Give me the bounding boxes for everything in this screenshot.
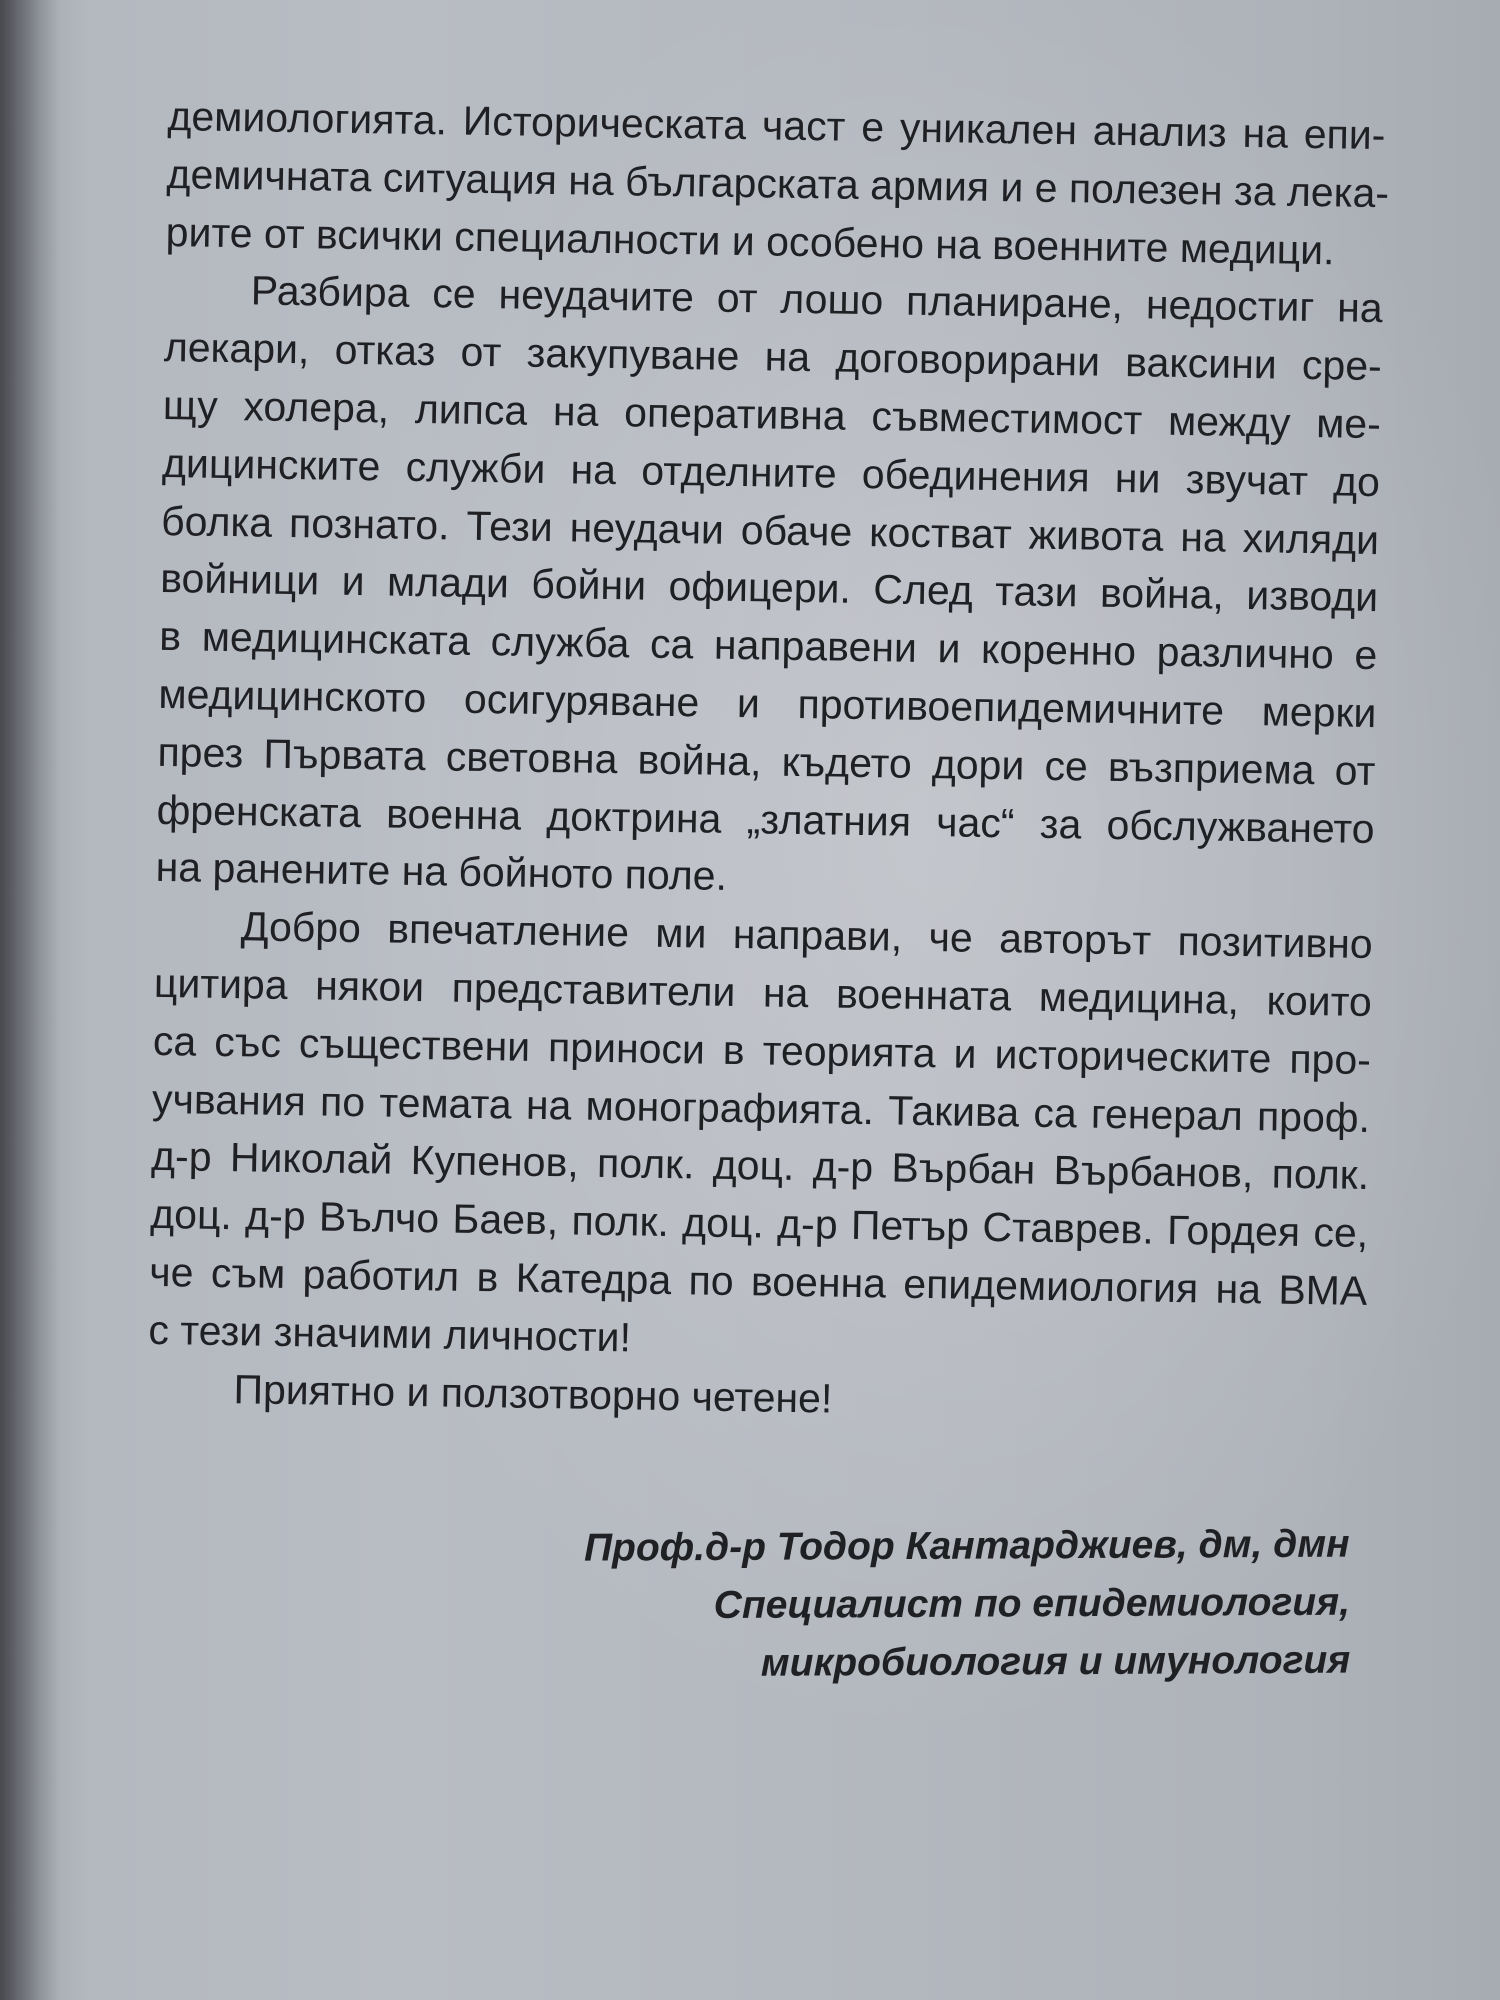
- text-line: учвания по темата на монографията. Такива са генерал проф.: [151, 1075, 1371, 1141]
- text-line: доц. д-р Вълчо Баев, полк. доц. д-р Петър Ставрев. Гордея се,: [149, 1191, 1369, 1257]
- text-line: в медицинската служба са направени и коренно различно е: [159, 613, 1378, 679]
- spine-shadow: [0, 0, 60, 2000]
- text-line: войници и млади бойни офицери. След тази война, изводи: [159, 555, 1379, 621]
- signature-role: микробиология и имунология: [760, 1638, 1351, 1685]
- text-line: Приятно и ползотворно четене!: [233, 1365, 833, 1422]
- text-line: рите от всички специалности и особено на военните медици.: [165, 208, 1335, 273]
- text-line: френската военна доктрина „златния час“ за обслужването: [156, 786, 1375, 852]
- text-line: Разбира се неудачите от лошо планиране, недостиг на: [250, 267, 1384, 332]
- text-line: цитира някои представители на военната медицина, които: [153, 959, 1373, 1025]
- text-line: медицинското осигуряване и противоепидемичните мерки: [158, 670, 1377, 737]
- text-line: че съм работил в Катедра по военна епидемиология на ВМА: [149, 1248, 1368, 1314]
- signature-name: Проф.д-р Тодор Кантарджиев, дм, дмн: [583, 1522, 1350, 1570]
- text-line: демиологията. Историческата част е уникален анализ на епи-: [167, 92, 1386, 159]
- text-line: болка познато. Тези неудачи обаче костват живота на хиляди: [160, 497, 1380, 563]
- text-line: д-р Николай Купенов, полк. доц. д-р Върбан Върбанов, полк.: [150, 1133, 1370, 1199]
- text-line: са със съществени приноси в теорията и историческите про-: [152, 1017, 1372, 1083]
- body-text: [147, 88, 1390, 1436]
- signature-role: Специалист по епидемиология,: [713, 1580, 1351, 1627]
- signature-block: [450, 1516, 1351, 1695]
- text-line: с тези значими личности!: [148, 1306, 632, 1361]
- text-line: демичната ситуация на българската армия и е полезен за лека-: [166, 150, 1390, 216]
- text-line: Добро впечатление ми направи, че авторът позитивно: [240, 903, 1374, 968]
- text-line: щу холера, липса на оперативна съвместимост между ме-: [162, 381, 1382, 448]
- text-line: дицинските служби на отделните обединения ни звучат до: [161, 439, 1381, 505]
- text-line: на ранените на бойното поле.: [155, 844, 728, 900]
- text-line: през Първата световна война, където дори се възприема от: [157, 728, 1376, 794]
- text-line: лекари, отказ от закупуване на договорирани ваксини сре-: [163, 324, 1383, 390]
